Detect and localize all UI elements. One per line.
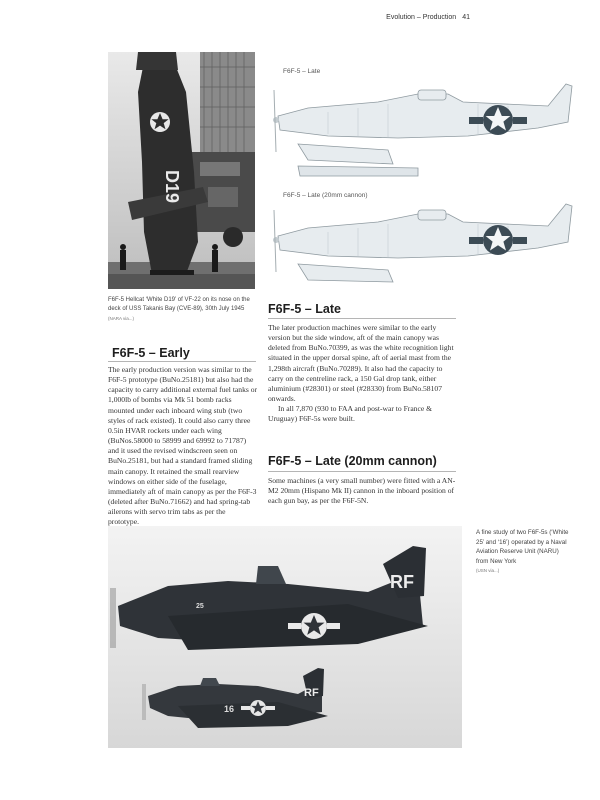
profile-label-late: F6F-5 – Late bbox=[283, 68, 321, 75]
hellcat-profile-late-drawing bbox=[268, 72, 574, 190]
photo-top-caption-text: F6F-5 Hellcat ‘White D19’ of VF-22 on its nose on the deck of USS Takanis Bay (CVE-89), 30th July 1945 bbox=[108, 297, 250, 312]
paragraph-late20-1: Some machines (a very small number) were fitted with a AN-M2 20mm (Hispano Mk II) cannon in the inboard position of each gun bay, as per the F6F-5N. bbox=[268, 476, 456, 506]
header-page-number: 41 bbox=[462, 14, 470, 21]
heading-f6f5-late-20mm: F6F-5 – Late (20mm cannon) bbox=[268, 454, 437, 468]
marking-nose-number-large: 25 bbox=[196, 603, 204, 610]
running-header bbox=[386, 14, 470, 21]
profile-drawing-late-20mm bbox=[268, 196, 574, 296]
photo-bottom-credit: (USN via...) bbox=[476, 568, 500, 573]
photo-top-marking-number: D19 bbox=[162, 170, 182, 204]
paragraph-late-2: In all 7,870 (930 to FAA and post-war to France & Uruguay) F6F-5s were built. bbox=[268, 404, 433, 424]
profile-drawing-late bbox=[268, 72, 574, 190]
photo-two-hellcats-in-flight bbox=[108, 526, 462, 748]
paragraph-late-1: The later production machines were similar to the early version but the side window, aft of the main canopy was deleted from BuNo.70399, as was the white recognition light situated in the upper dorsal spine, aft of aerial mast from the 1,298th aircraft (BuNo.70289). It also had the capacity to carry on the centreline rack, a 150 Gal drop tank, either aluminium (#28301) or steel (#28330) from BuNo.58107 onwards. bbox=[268, 323, 454, 404]
paragraph-early-1: The early production version was similar to the F6F-5 prototype (BuNo.25181) but also had the capacity to carry additional external fuel tanks or 1,000lb of bombs via Mk 51 bomb racks mounted under each inboard wing stub (two styles of rack existed). It could also carry three 0.5in HVAR rockets under each wing (BuNos.58000 to 58999 and 69992 to 71787) and it used the revised windscreen seen on BuNo.25181, but had a standard framed sliding main canopy. It retained the small rearview windows on either side of the fuselage, immediately aft of main canopy as per the F6F-3 (deleted after BuNo.71662) and had spring-tab ailerons with servo trim tabs as per the prototype. bbox=[108, 365, 258, 527]
two-hellcats-image bbox=[108, 526, 462, 748]
photo-top-credit: (NARA via...) bbox=[108, 316, 135, 321]
header-section-title: Evolution – Production bbox=[386, 14, 457, 21]
photo-bottom-caption-text: A fine study of two F6F-5s (‘White 25’ and ‘16’) operated by a Naval Aviation Reserve Unit (NARU) from New York bbox=[476, 529, 569, 565]
heading-rule-late bbox=[268, 318, 456, 319]
photo-bottom-caption bbox=[476, 528, 572, 576]
body-f6f5-early bbox=[108, 365, 258, 528]
marking-tail-code-small: RF bbox=[304, 687, 319, 699]
hellcat-profile-late-20mm-drawing bbox=[268, 196, 574, 296]
heading-f6f5-early: F6F-5 – Early bbox=[112, 346, 190, 360]
photo-top-caption bbox=[108, 296, 258, 324]
photo-hellcat-on-nose bbox=[108, 52, 255, 289]
profile-label-late-20mm: F6F-5 – Late (20mm cannon) bbox=[283, 192, 368, 199]
heading-rule-late-20mm bbox=[268, 471, 456, 472]
marking-tail-code-large: RF bbox=[390, 572, 414, 592]
marking-nose-number-small: 16 bbox=[224, 704, 235, 714]
body-f6f5-late-20mm bbox=[268, 476, 458, 506]
heading-rule-early bbox=[108, 361, 256, 362]
body-f6f5-late bbox=[268, 323, 458, 425]
heading-f6f5-late: F6F-5 – Late bbox=[268, 302, 341, 316]
hellcat-on-nose-image bbox=[108, 52, 255, 289]
